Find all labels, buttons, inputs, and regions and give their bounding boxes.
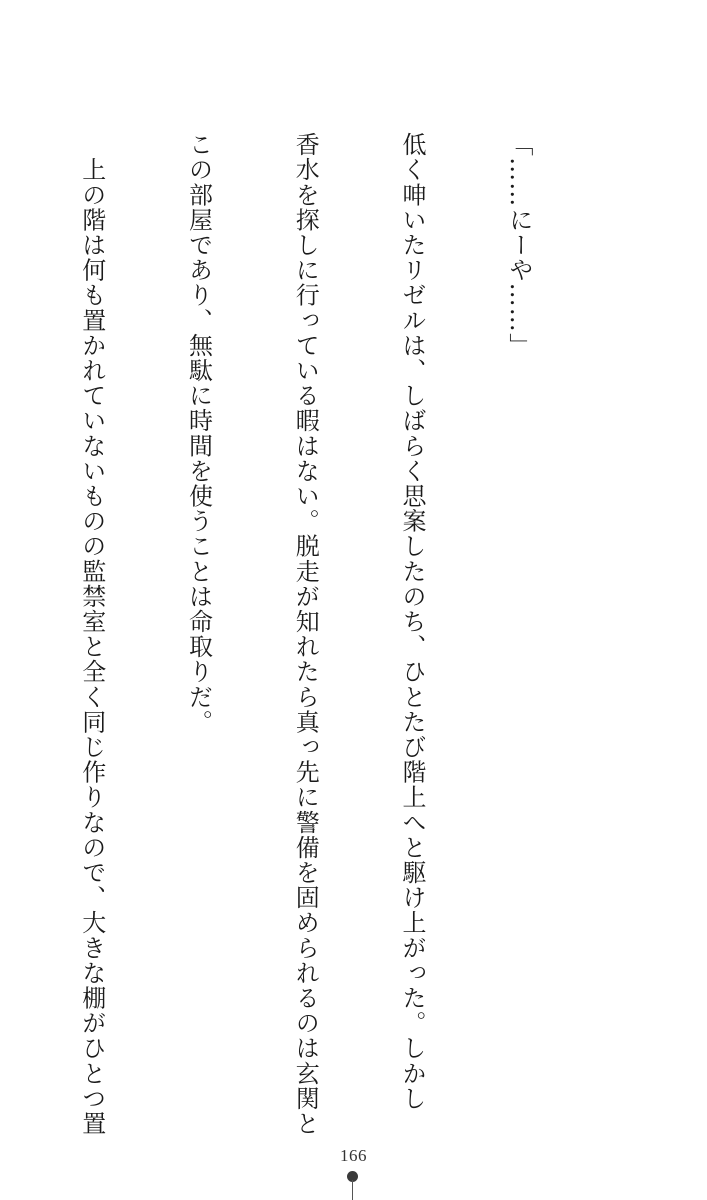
page-number: 166 — [340, 1146, 367, 1165]
text-line: 「……にーや……」 — [504, 132, 533, 358]
page-ornament — [347, 1168, 359, 1200]
text-line: 上の階は何も置かれていないものの監禁室と全く同じ作りなので、大きな棚がひとつ置 — [77, 132, 106, 1136]
text-line — [0, 132, 2, 1002]
vertical-text-block — [0, 132, 607, 1136]
ornament-stem — [352, 1180, 353, 1200]
text-line: 香水を探しに行っている暇はない。脱走が知れたら真っ先に警備を固められるのは玄関と — [291, 132, 320, 1136]
text-line: 低く呻いたリゼルは、しばらく思案したのち、ひとたび階上へと駆け上がった。しかし — [398, 132, 427, 1111]
text-line: この部屋であり、無駄に時間を使うことは命取りだ。 — [184, 132, 213, 735]
